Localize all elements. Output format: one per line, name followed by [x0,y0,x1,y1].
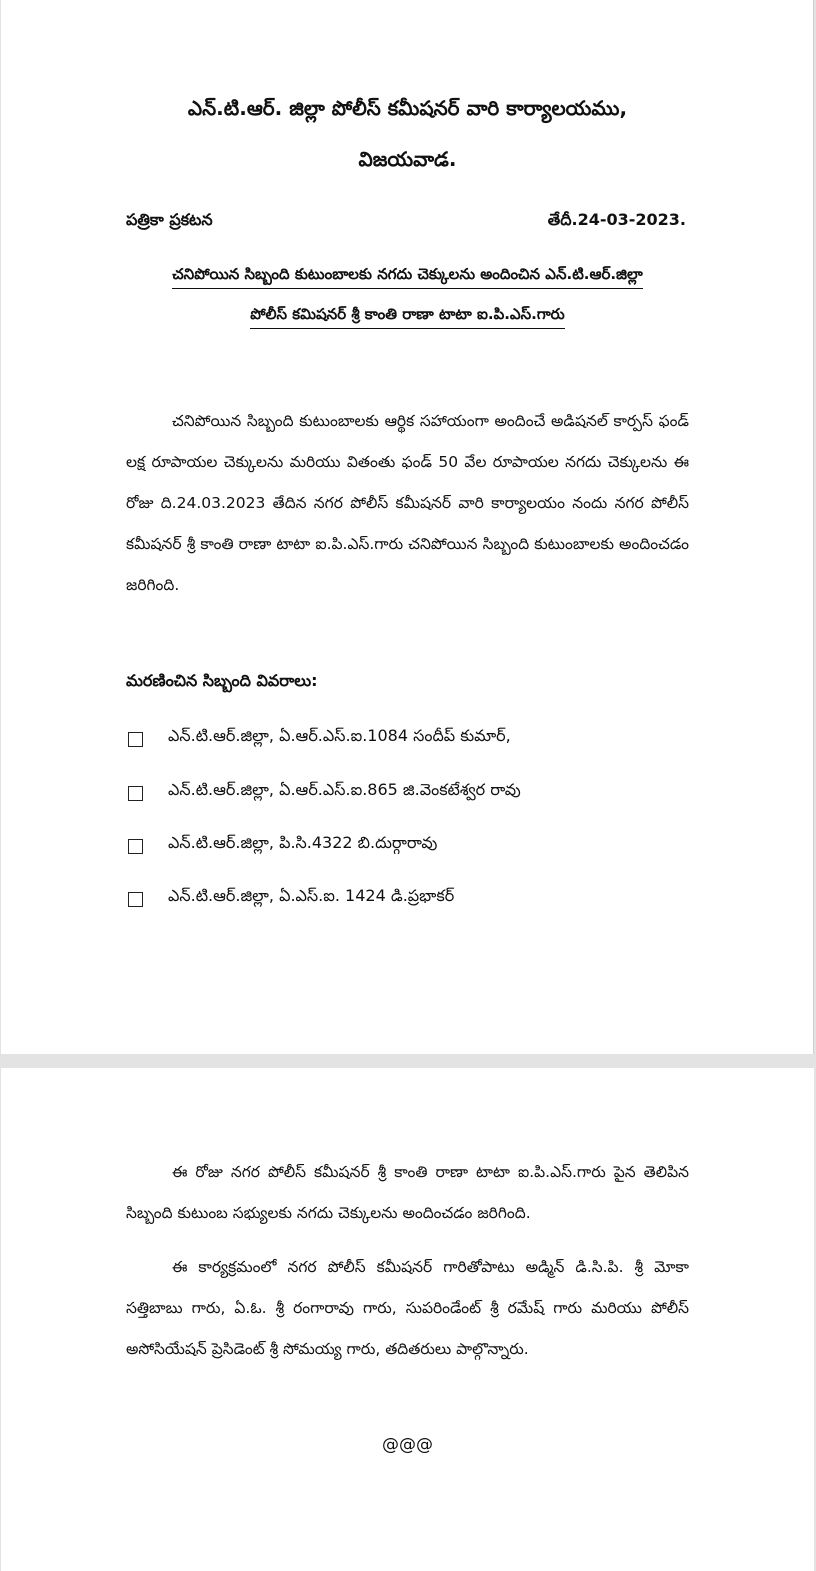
body-paragraph-3: ఈ కార్యక్రమంలో నగర పోలీస్ కమీషనర్ గారితోపాటు అడ్మిన్ డి.సి.పి. శ్రీ మోకా సత్తిబాబు గారు, ఏ.ఓ. శ్రీ రంగారావు గారు, సుపరిండేంట్ శ్రీ రమేష్ గారు మరియు పోలీస్ అసోసియేషన్ ప్రెసిడెంట్ శ్రీ సోమయ్య గారు, తదితరులు పాల్గొన్నారు. [126,1258,689,1358]
body-paragraph-2: ఈ రోజు నగర పోలీస్ కమీషనర్ శ్రీ కాంతి రాణా టాటా ఐ.పి.ఎస్.గారు పైన తెలిపిన సిబ్బంది కుటుంబ సభ్యులకు నగదు చెక్కులను అందించడం జరిగింది. [126,1163,689,1222]
subject-line-1: చనిపోయిన సిబ్బంది కుటుంబాలకు నగదు చెక్కులను అందించిన ఎన్.టి.ఆర్.జిల్లా [1,262,814,289]
document-page-1 [1,0,814,1054]
deceased-list-item: ఎన్.టి.ఆర్.జిల్లా, ఏ.ఆర్.ఎస్.ఐ.1084 సందీప్ కుమార్, [128,721,511,751]
checkbox-icon [128,892,143,907]
deceased-list-item: ఎన్.టి.ఆర్.జిల్లా, ఏ.ఆర్.ఎస్.ఐ.865 జి.వెంకటేశ్వర రావు [128,775,521,805]
release-date: తేదీ.24-03-2023. [547,210,686,229]
office-city: విజయవాడ. [358,147,457,171]
deceased-list-item: ఎన్.టి.ఆర్.జిల్లా, ఏ.ఎస్.ఐ. 1424 డి.ప్రభాకర్ [128,881,454,911]
deceased-list-item: ఎన్.టి.ఆర్.జిల్లా, పి.సి.4322 బి.దుర్గారావు [128,828,437,858]
checkbox-icon [128,786,143,801]
checkbox-icon [128,732,143,747]
document-page-2 [1,1068,814,1571]
body-paragraph-1: చనిపోయిన సిబ్బంది కుటుంబాలకు ఆర్థిక సహాయంగా అందించే అడిషనల్ కార్పస్ ఫండ్ లక్ష రూపాయల చెక్కులను మరియు వితంతు ఫండ్ 50 వేల రూపాయల నగదు చెక్కులను ఈ రోజు ది.24.03.2023 తేదిన నగర పోలీస్ కమీషనర్ వారి కార్యాలయం నందు నగర పోలీస్ కమీషనర్ శ్రీ కాంతి రాణా టాటా ఐ.పి.ఎస్.గారు చనిపోయిన సిబ్బంది కుటుంబాలకు అందించడం జరిగింది. [126,412,689,594]
closing-mark: @@@ [382,1435,433,1455]
checkbox-icon [128,839,143,854]
subject-line-2: పోలీస్ కమిషనర్ శ్రీ కాంతి రాణా టాటా ఐ.పి.ఎస్.గారు [1,302,814,329]
deceased-list-title: మరణించిన సిబ్బంది వివరాలు: [126,671,318,690]
office-title: ఎన్.టి.ఆర్. జిల్లా పోలీస్ కమీషనర్ వారి కార్యాలయము, [187,96,628,120]
press-release-label: పత్రికా ప్రకటన [126,210,213,229]
